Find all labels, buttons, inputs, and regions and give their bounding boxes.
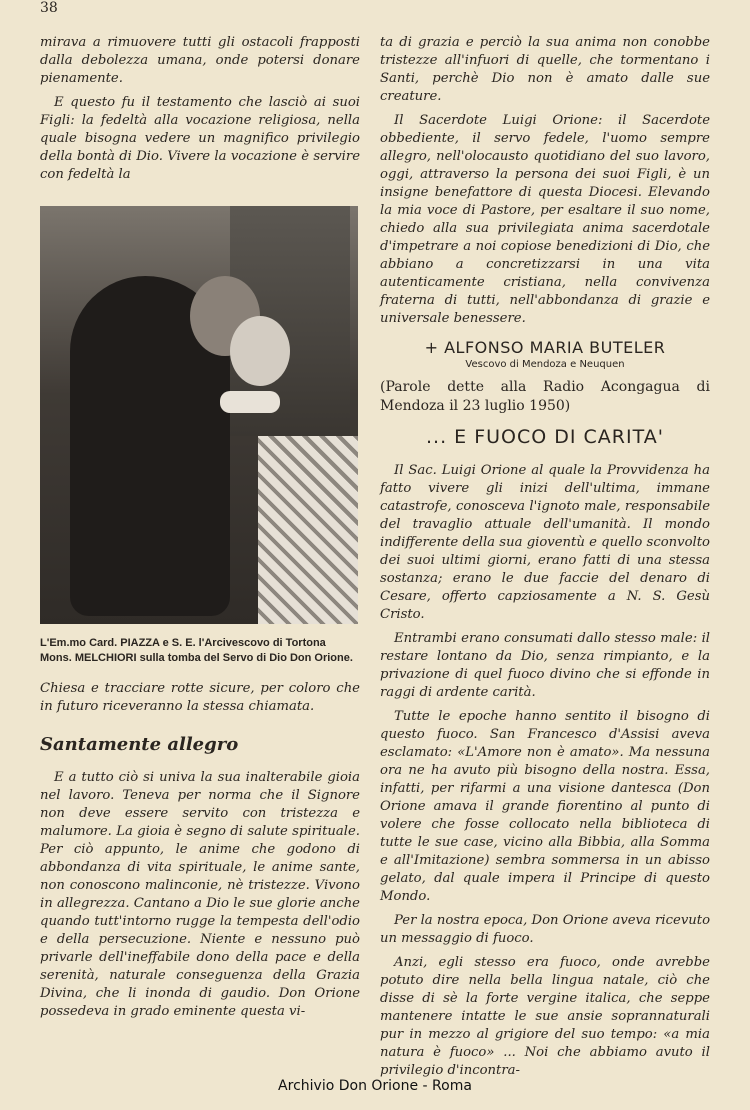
left-paragraph-3: Chiesa e tracciare rotte sicure, per coloro che in futuro riceveranno la stessa chiamata. (40, 681, 360, 714)
article-title: ... E FUOCO DI CARITA' (426, 426, 664, 448)
section-heading: Santamente allegro (40, 734, 239, 755)
right-paragraph-6: Per la nostra epoca, Don Orione aveva ricevuto un messaggio di fuoco. (380, 913, 711, 946)
right-paragraph-2: Il Sacerdote Luigi Orione: il Sacerdote obbediente, il servo fedele, l'uomo sempre allegro, nell'olocausto quotidiano del suo lavoro, oggi, attraverso la persona dei suoi Figli, è un insigne benefattore di questa Diocesi. Elevando la mia voce di Pastore, per esaltare il suo nome, chiedo alla sua privilegiata anima sacerdotale d'impetrare a noi copiose benedizioni di Dio, che abbiano a concretizzarsi in una vita autenticamente cristiana, nella convivenza fraterna di tutti, nell'abbondanza di grazie e universale benessere. (380, 113, 710, 326)
page-number: 38 (40, 0, 58, 16)
right-paragraph-7: Anzi, egli stesso era fuoco, onde avrebbe potuto dire nella bella lingua natale, ciò che disse di sè la forte vergine italica, che seppe mantenere intatte le sue ansie soprannaturali pur in mezzo al grigiore del suo tempo: «a mia natura è fuoco» ... Noi che abbiamo avuto il privilegio d'incontra- (380, 955, 710, 1078)
source-note: (Parole dette alla Radio Acongagua di Mendoza il 23 luglio 1950) (380, 379, 710, 414)
archive-footer: Archivio Don Orione - Roma (278, 1078, 472, 1094)
photo-caption: L'Em.mo Card. PIAZZA e S. E. l'Arcivescovo di Tortona Mons. MELCHIORI sulla tomba del Servo di Dio Don Orione. (40, 637, 353, 664)
signature: + ALFONSO MARIA BUTELER (424, 338, 666, 357)
tomb-photo (40, 206, 358, 624)
left-paragraph-2: E questo fu il testamento che lasciò ai suoi Figli: la fedeltà alla vocazione religiosa, nella quale bisogna vedere un magnifico privilegio della bontà di Dio. Vivere la vocazione è servire con fedeltà la (40, 95, 360, 182)
left-column (40, 34, 360, 1027)
left-paragraph-4: E a tutto ciò si univa la sua inalterabile gioia nel lavoro. Teneva per norma che il Signore non deve essere servito con tristezza e malumore. La gioia è segno di salute spirituale. Per ciò appunto, le anime che godono di abbondanza di vita spirituale, le anime sante, non conoscono malinconie, nè tristezze. Vivono in allegrezza. Cantano a Dio le sue glorie anche quando tutt'intorno rugge la tempesta dell'odio e della persecuzione. Niente e nessuno può privarle dell'ineffabile dono della pace e della serenità, naturale conseguenza della Grazia Divina, che li inonda di gaudio. Don Orione possedeva in grado eminente questa vi- (40, 770, 360, 1019)
signature-title: Vescovo di Mendoza e Neuquen (465, 359, 625, 370)
right-paragraph-5: Tutte le epoche hanno sentito il bisogno di questo fuoco. San Francesco d'Assisi aveva esclamato: «L'Amore non è amato». Ma nessuna ora ne ha avuto più bisogno della nostra. Essa, infatti, per rifarmi a una visione dantesca (Don Orione amava il grande fiorentino al punto di volere che fosse collocato nella biblioteca di tutte le sue case, vicino alla Bibbia, alla Somma e all'Imitazione) sembra sommersa in un abisso gelato, dal quale impera il Principe di questo Mondo. (380, 709, 710, 904)
right-column (380, 34, 710, 1086)
right-paragraph-1: ta di grazia e perciò la sua anima non conobbe tristezze all'infuori di quelle, che tormentano i Santi, perchè Dio non è amato dalle sue creature. (380, 35, 710, 104)
right-paragraph-4: Entrambi erano consumati dallo stesso male: il restare lontano da Dio, senza rimpianto, e la privazione di quel fuoco divino che si effonde in raggi di ardente carità. (380, 631, 710, 700)
right-paragraph-3: Il Sac. Luigi Orione al quale la Provvidenza ha fatto vivere gli inizi dell'ultima, immane catastrofe, conosceva l'ignoto male, responsabile del travaglio attuale dell'umanità. Il mondo indifferente della sua gioventù e quello sconvolto dei suoi ultimi giorni, erano fatti di una stessa sostanza; erano le due faccie del denaro di Cesare, offerto capziosamente a N. S. Gesù Cristo. (380, 463, 710, 622)
left-paragraph-1: mirava a rimuovere tutti gli ostacoli frapposti dalla debolezza umana, onde potersi donare pienamente. (40, 35, 360, 86)
